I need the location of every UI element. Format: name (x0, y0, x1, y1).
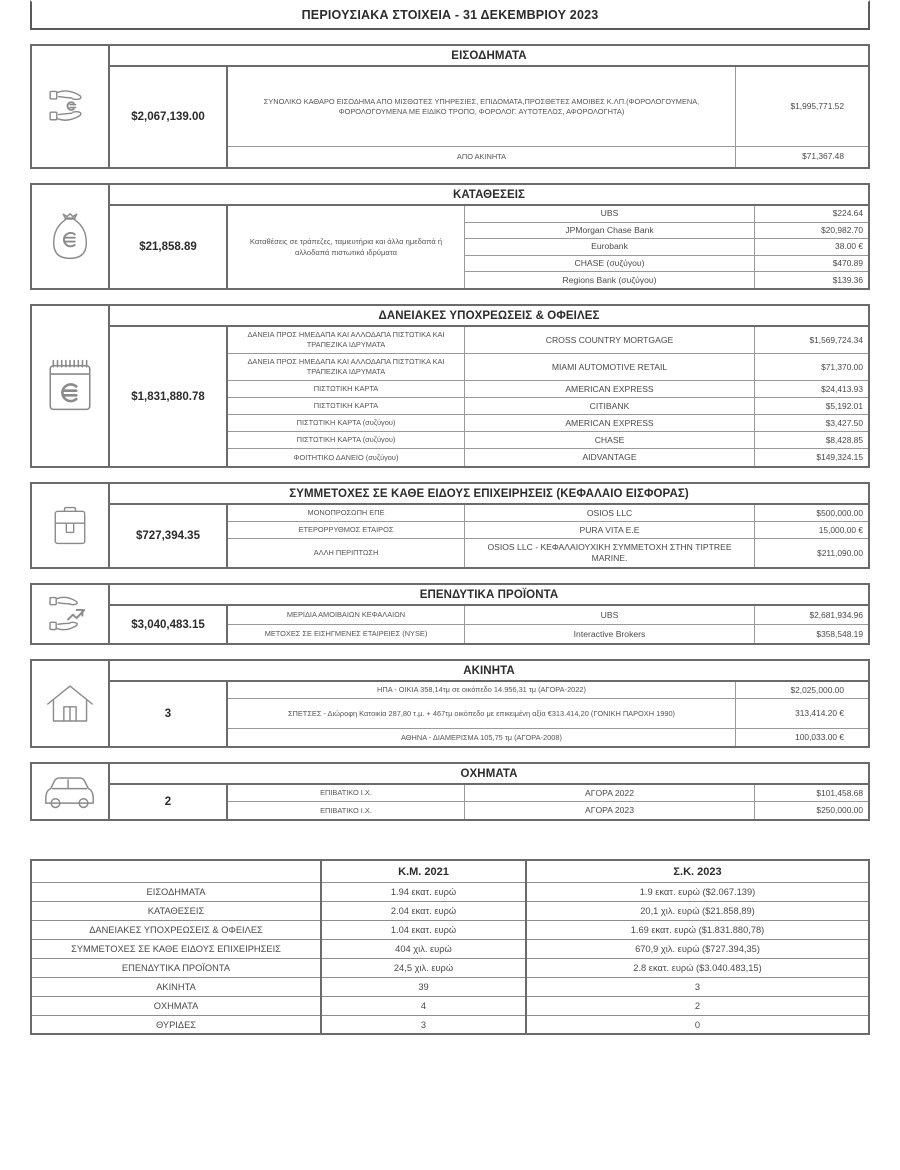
participations-rows (228, 505, 868, 567)
property-description: ΑΘΗΝΑ - ΔΙΑΜΕΡΙΣΜΑ 105,75 τμ (ΑΓΟΡΑ-2008) (228, 729, 736, 746)
income-icon-cell (32, 46, 110, 167)
loans-body (110, 306, 868, 466)
summary-label: ΣΥΜΜΕΤΟΧΕΣ ΣΕ ΚΑΘΕ ΕΙΔΟΥΣ ΕΠΙΧΕΙΡΗΣΕΙΣ (31, 939, 321, 958)
table-row (31, 901, 869, 920)
summary-value-2021: 39 (321, 977, 526, 996)
summary-value-2021: 3 (321, 1015, 526, 1034)
deposit-amount: $20,982.70 (821, 224, 863, 235)
table-row (228, 67, 868, 147)
summary-value-2021: 24,5 χιλ. ευρώ (321, 958, 526, 977)
section-income (30, 44, 870, 169)
table-row (465, 256, 868, 273)
deposit-amount: $139.36 (832, 274, 863, 285)
loan-type: ΠΙΣΤΩΤΙΚΗ ΚΑΡΤΑ (228, 381, 465, 397)
loan-amount: $24,413.93 (821, 383, 863, 394)
loan-type: ΠΙΣΤΩΤΙΚΗ ΚΑΡΤΑ (228, 398, 465, 414)
deposits-main (110, 206, 868, 288)
participation-amount: $500,000.00 (816, 507, 863, 518)
deposit-bank-name: CHASE (συζύγου) (465, 256, 755, 272)
money-bag-euro-icon (46, 209, 94, 265)
loan-amount: $8,428.85 (825, 434, 863, 445)
table-row (465, 239, 868, 256)
deposit-bank-name: UBS (465, 206, 755, 222)
participation-entity: OSIOS LLC (465, 505, 755, 521)
participations-heading: ΣΥΜΜΕΤΟΧΕΣ ΣΕ ΚΑΘΕ ΕΙΔΟΥΣ ΕΠΙΧΕΙΡΗΣΕΙΣ (ΚΕΦΑΛΑΙΟ ΕΙΣΦΟΡΑΣ) (110, 484, 868, 505)
section-investments (30, 583, 870, 645)
loans-icon-cell (32, 306, 110, 466)
vehicles-heading: ΟΧΗΜΑΤΑ (110, 764, 868, 785)
participation-type: ΜΟΝΟΠΡΟΣΩΠΗ ΕΠΕ (228, 505, 465, 521)
summary-value-2021: 2.04 εκατ. ευρώ (321, 901, 526, 920)
hands-exchange-euro-icon (46, 81, 94, 133)
loan-type: ΔΑΝΕΙΑ ΠΡΟΣ ΗΜΕΔΑΠΑ ΚΑΙ ΑΛΛΟΔΑΠΑ ΠΙΣΤΩΤΙΚΑ ΚΑΙ ΤΡΑΠΕΖΙΚΑ ΙΔΡΥΜΑΤΑ (228, 354, 465, 380)
participations-total: $727,394.35 (110, 505, 228, 567)
briefcase-icon (47, 502, 93, 550)
property-value: $2,025,000.00 (790, 684, 844, 695)
real-estate-main (110, 682, 868, 746)
income-rows (228, 67, 868, 167)
table-row (228, 625, 868, 643)
summary-value-2021: 1.04 εκατ. ευρώ (321, 920, 526, 939)
investments-body (110, 585, 868, 643)
section-loans (30, 304, 870, 468)
table-row (31, 996, 869, 1015)
summary-label: ΔΑΝΕΙΑΚΕΣ ΥΠΟΧΡΕΩΣΕΙΣ & ΟΦΕΙΛΕΣ (31, 920, 321, 939)
comparison-summary-table (30, 859, 870, 1035)
summary-label: ΕΠΕΝΔΥΤΙΚΑ ΠΡΟΪΟΝΤΑ (31, 958, 321, 977)
summary-value-2023: 0 (526, 1015, 869, 1034)
table-row (228, 606, 868, 625)
deposit-amount: $470.89 (832, 257, 863, 268)
summary-label: ΑΚΙΝΗΤΑ (31, 977, 321, 996)
vehicles-main (110, 785, 868, 819)
loan-creditor: AMERICAN EXPRESS (465, 415, 755, 431)
investment-provider: UBS (465, 606, 755, 624)
table-row (31, 939, 869, 958)
income-total: $2,067,139.00 (110, 67, 228, 167)
investments-heading: ΕΠΕΝΔΥΤΙΚΑ ΠΡΟΪΟΝΤΑ (110, 585, 868, 606)
house-icon (44, 681, 96, 727)
table-row (465, 223, 868, 240)
loans-total: $1,831,880.78 (110, 327, 228, 466)
real-estate-heading: ΑΚΙΝΗΤΑ (110, 661, 868, 682)
table-row (31, 977, 869, 996)
participations-main (110, 505, 868, 567)
real-estate-rows (228, 682, 868, 746)
summary-label: ΘΥΡΙΔΕΣ (31, 1015, 321, 1034)
participation-type: ΑΛΛΗ ΠΕΡΙΠΤΩΣΗ (228, 539, 465, 567)
loan-type: ΦΟΙΤΗΤΙΚΟ ΔΑΝΕΙΟ (συζύγου) (228, 449, 465, 466)
deposit-bank-name: JPMorgan Chase Bank (465, 223, 755, 239)
vehicle-acquisition: ΑΓΟΡΑ 2023 (465, 802, 755, 819)
table-row (228, 729, 868, 746)
property-description: ΣΠΕΤΣΕΣ - Διώροφη Κατοικία 287,80 τ.μ. + 467τμ οικόπεδο με επικειμένη αξία €313.414,20 (ΓΟΝΙΚΗ ΠΑΡΟΧΗ 1990) (228, 699, 736, 728)
deposits-total: $21,858.89 (110, 206, 228, 288)
table-row (465, 272, 868, 288)
income-heading: ΕΙΣΟΔΗΜΑΤΑ (110, 46, 868, 67)
table-row (228, 785, 868, 802)
summary-value-2021: 4 (321, 996, 526, 1015)
loan-amount: $149,324.15 (816, 452, 863, 463)
deposits-description: Καταθέσεις σε τράπεζες, ταμιευτήρια και άλλα ημεδαπά ή αλλοδαπά πιστωτικά ιδρύματα (228, 206, 465, 288)
vehicle-type: ΕΠΙΒΑΤΙΚΟ Ι.Χ. (228, 785, 465, 801)
table-row (228, 147, 868, 167)
income-row-1-amount: $71,367.48 (802, 151, 844, 162)
page-title: ΠΕΡΙΟΥΣΙΑΚΑ ΣΤΟΙΧΕΙΑ - 31 ΔΕΚΕΜΒΡΙΟΥ 2023 (301, 8, 599, 22)
participation-amount: $211,090.00 (817, 547, 863, 558)
deposits-icon-cell (32, 185, 110, 288)
table-row (228, 505, 868, 522)
vehicle-type: ΕΠΙΒΑΤΙΚΟ Ι.Χ. (228, 802, 465, 819)
summary-value-2023: 1.69 εκατ. ευρώ ($1.831.880,78) (526, 920, 869, 939)
summary-label: ΚΑΤΑΘΕΣΕΙΣ (31, 901, 321, 920)
participation-type: ΕΤΕΡΟΡΡΥΘΜΟΣ ΕΤΑΙΡΟΣ (228, 522, 465, 538)
loans-heading: ΔΑΝΕΙΑΚΕΣ ΥΠΟΧΡΕΩΣΕΙΣ & ΟΦΕΙΛΕΣ (110, 306, 868, 327)
table-row (228, 381, 868, 398)
participation-amount: 15,000.00 € (818, 524, 863, 535)
table-row (228, 398, 868, 415)
investments-rows (228, 606, 868, 643)
loans-main (110, 327, 868, 466)
income-row-0-amount: $1,995,771.52 (790, 100, 844, 111)
deposit-amount: $224.64 (832, 208, 863, 219)
loan-amount: $5,192.01 (825, 400, 863, 411)
section-real-estate (30, 659, 870, 748)
summary-header-col1: Κ.Μ. 2021 (321, 860, 526, 882)
loan-creditor: CHASE (465, 432, 755, 448)
investment-type: ΜΕΡΙΔΙΑ ΑΜΟΙΒΑΙΩΝ ΚΕΦΑΛΑΙΩΝ (228, 606, 465, 624)
real-estate-count: 3 (110, 682, 228, 746)
deposit-amount: 38.00 € (835, 241, 863, 252)
investment-amount: $358,548.19 (816, 628, 863, 639)
summary-header-col2: Σ.Κ. 2023 (526, 860, 869, 882)
section-participations (30, 482, 870, 569)
loans-rows (228, 327, 868, 466)
summary-value-2023: 20,1 χιλ. ευρώ ($21.858,89) (526, 901, 869, 920)
table-row (31, 958, 869, 977)
income-body (110, 46, 868, 167)
table-row (228, 327, 868, 354)
loan-creditor: CROSS COUNTRY MORTGAGE (465, 327, 755, 353)
table-row (31, 920, 869, 939)
table-row (465, 206, 868, 223)
table-row (228, 539, 868, 567)
vehicles-icon-cell (32, 764, 110, 819)
loan-type: ΔΑΝΕΙΑ ΠΡΟΣ ΗΜΕΔΑΠΑ ΚΑΙ ΑΛΛΟΔΑΠΑ ΠΙΣΤΩΤΙΚΑ ΚΑΙ ΤΡΑΠΕΖΙΚΑ ΙΔΡΥΜΑΤΑ (228, 327, 465, 353)
table-row (228, 522, 868, 539)
summary-value-2023: 3 (526, 977, 869, 996)
document-title-bar (30, 0, 870, 30)
loan-creditor: MIAMI AUTOMOTIVE RETAIL (465, 354, 755, 380)
table-row (228, 354, 868, 381)
deposits-body (110, 185, 868, 288)
investment-amount: $2,681,934.96 (809, 609, 863, 620)
table-row (31, 1015, 869, 1034)
table-row (228, 432, 868, 449)
table-row (228, 682, 868, 699)
car-icon (41, 772, 99, 812)
section-deposits (30, 183, 870, 290)
property-description: ΗΠΑ - ΟΙΚΙΑ 358,14τμ σε οικόπεδο 14.956,31 τμ (ΑΓΟΡΑ-2022) (228, 682, 736, 698)
loan-amount: $3,427.50 (825, 417, 863, 428)
loan-type: ΠΙΣΤΩΤΙΚΗ ΚΑΡΤΑ (συζύγου) (228, 415, 465, 431)
loan-creditor: AIDVANTAGE (465, 449, 755, 466)
notepad-euro-icon (44, 357, 96, 415)
summary-value-2021: 404 χιλ. ευρώ (321, 939, 526, 958)
table-row (31, 882, 869, 901)
real-estate-icon-cell (32, 661, 110, 746)
summary-value-2023: 2 (526, 996, 869, 1015)
summary-header-row (31, 860, 869, 882)
table-row (228, 415, 868, 432)
summary-value-2023: 1.9 εκατ. ευρώ ($2.067.139) (526, 882, 869, 901)
investments-icon-cell (32, 585, 110, 643)
real-estate-body (110, 661, 868, 746)
income-row-1-description: ΑΠΟ ΑΚΙΝΗΤΑ (228, 147, 736, 167)
summary-label: ΟΧΗΜΑΤΑ (31, 996, 321, 1015)
loan-amount: $71,370.00 (821, 361, 863, 372)
deposits-heading: ΚΑΤΑΘΕΣΕΙΣ (110, 185, 868, 206)
vehicle-value: $250,000.00 (816, 805, 863, 816)
vehicles-count: 2 (110, 785, 228, 819)
table-row (228, 449, 868, 466)
participations-body (110, 484, 868, 567)
investments-total: $3,040,483.15 (110, 606, 228, 643)
table-row (228, 802, 868, 819)
vehicles-body (110, 764, 868, 819)
section-vehicles (30, 762, 870, 821)
summary-value-2023: 2.8 εκατ. ευρώ ($3.040.483,15) (526, 958, 869, 977)
summary-value-2023: 670,9 χιλ. ευρώ ($727.394,35) (526, 939, 869, 958)
loan-creditor: AMERICAN EXPRESS (465, 381, 755, 397)
income-row-0-description: ΣΥΝΟΛΙΚΟ ΚΑΘΑΡΟ ΕΙΣΟΔΗΜΑ ΑΠΟ ΜΙΣΘΩΤΕΣ ΥΠΗΡΕΣΙΕΣ, ΕΠΙΔΟΜΑΤΑ,ΠΡΟΣΘΕΤΕΣ ΑΜΟΙΒΕΣ Κ.ΛΠ.(ΦΟΡΟΛΟΓΟΥΜΕΝΑ, ΦΟΡΟΛΟΓΟΥΜΕΝΑ ΜΕ ΕΙΔΙΚΟ ΤΡΟΠΟ, ΦΟΡΟΛΟΓ. ΑΥΤΟΤΕΛΩΣ, ΑΦΟΡΟΛΟΓΗΤΑ) (228, 67, 736, 146)
summary-value-2021: 1.94 εκατ. ευρώ (321, 882, 526, 901)
vehicles-rows (228, 785, 868, 819)
investment-type: ΜΕΤΟΧΕΣ ΣΕ ΕΙΣΗΓΜΕΝΕΣ ΕΤΑΙΡΕΙΕΣ (NYSE) (228, 625, 465, 643)
deposit-bank-name: Eurobank (465, 239, 755, 255)
participation-entity: OSIOS LLC - ΚΕΦΑΛΑΙΟΥΧΙΚΗ ΣΥΜΜΕΤΟΧΗ ΣΤΗΝ TIPTREE MARINE. (465, 539, 755, 567)
loan-type: ΠΙΣΤΩΤΙΚΗ ΚΑΡΤΑ (συζύγου) (228, 432, 465, 448)
income-main (110, 67, 868, 167)
vehicle-acquisition: ΑΓΟΡΑ 2022 (465, 785, 755, 801)
table-row (228, 699, 868, 729)
deposits-rows (465, 206, 868, 288)
property-value: 100,033.00 € (795, 732, 844, 743)
loan-amount: $1,569,724.34 (809, 334, 863, 345)
investments-main (110, 606, 868, 643)
participations-icon-cell (32, 484, 110, 567)
summary-header-blank (31, 860, 321, 882)
loan-creditor: CITIBANK (465, 398, 755, 414)
vehicle-value: $101,458.68 (816, 787, 863, 798)
deposit-bank-name: Regions Bank (συζύγου) (465, 272, 755, 288)
hands-growth-icon (46, 589, 94, 639)
summary-label: ΕΙΣΟΔΗΜΑΤΑ (31, 882, 321, 901)
property-value: 313,414.20 € (795, 708, 844, 719)
participation-entity: PURA VITA Ε.Ε (465, 522, 755, 538)
investment-provider: Interactive Brokers (465, 625, 755, 643)
